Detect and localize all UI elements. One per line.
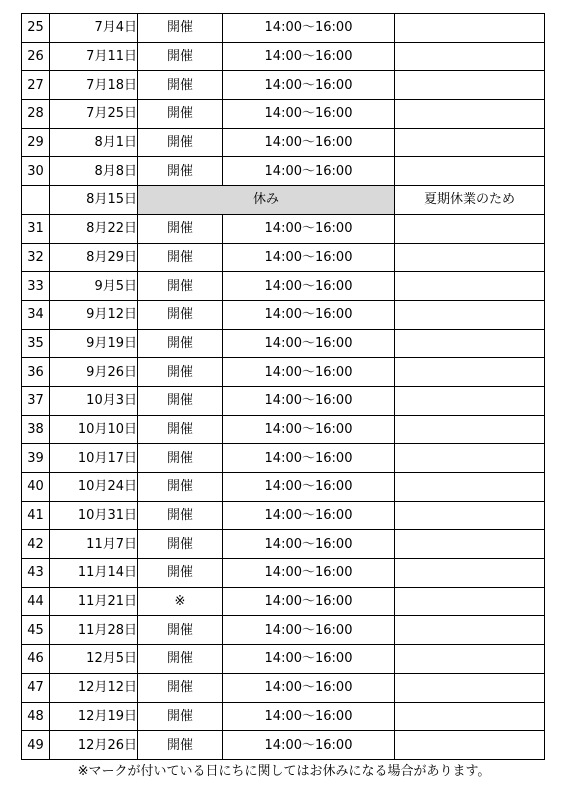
session-status-cell: 開催: [138, 702, 223, 731]
session-number-cell: 40: [22, 473, 50, 502]
session-note-cell: [395, 71, 545, 100]
session-number-cell: 49: [22, 731, 50, 760]
closed-cell: 休み: [138, 186, 395, 215]
session-status-cell: 開催: [138, 645, 223, 674]
session-note-cell: [395, 731, 545, 760]
session-date-cell: 11月14日: [50, 559, 138, 588]
session-note-cell: [395, 386, 545, 415]
session-status-cell: 開催: [138, 214, 223, 243]
session-note-cell: [395, 272, 545, 301]
session-date-cell: 12月26日: [50, 731, 138, 760]
session-number-cell: 41: [22, 501, 50, 530]
session-note-cell: [395, 300, 545, 329]
table-row: [22, 186, 545, 215]
session-time-cell: 14:00～16:00: [223, 42, 395, 71]
table-row: [22, 358, 545, 387]
session-status-cell: 開催: [138, 42, 223, 71]
session-date-cell: 12月19日: [50, 702, 138, 731]
table-row: [22, 473, 545, 502]
session-date-cell: 9月19日: [50, 329, 138, 358]
table-row: [22, 157, 545, 186]
session-note-cell: [395, 645, 545, 674]
session-date-cell: 10月3日: [50, 386, 138, 415]
table-row: [22, 243, 545, 272]
session-status-cell: 開催: [138, 272, 223, 301]
schedule-table: [21, 13, 545, 760]
session-status-cell: 開催: [138, 501, 223, 530]
session-date-cell: 8月1日: [50, 128, 138, 157]
session-date-cell: 12月5日: [50, 645, 138, 674]
session-number-cell: 25: [22, 14, 50, 43]
table-row: [22, 100, 545, 129]
table-row: [22, 501, 545, 530]
session-number-cell: 26: [22, 42, 50, 71]
session-note-cell: [395, 530, 545, 559]
table-row: [22, 645, 545, 674]
table-row: [22, 702, 545, 731]
schedule-sheet: [21, 13, 544, 760]
table-row: [22, 731, 545, 760]
session-date-cell: 9月26日: [50, 358, 138, 387]
session-date-cell: 10月31日: [50, 501, 138, 530]
session-date-cell: 7月18日: [50, 71, 138, 100]
session-time-cell: 14:00～16:00: [223, 14, 395, 43]
session-date-cell: 10月10日: [50, 415, 138, 444]
table-row: [22, 559, 545, 588]
session-status-cell: 開催: [138, 415, 223, 444]
table-row: [22, 587, 545, 616]
session-number-cell: 45: [22, 616, 50, 645]
table-row: [22, 71, 545, 100]
session-time-cell: 14:00～16:00: [223, 587, 395, 616]
session-date-cell: 10月24日: [50, 473, 138, 502]
session-time-cell: 14:00～16:00: [223, 501, 395, 530]
session-date-cell: 7月4日: [50, 14, 138, 43]
session-status-cell: 開催: [138, 673, 223, 702]
session-number-cell: 39: [22, 444, 50, 473]
table-row: [22, 300, 545, 329]
session-number-cell: 31: [22, 214, 50, 243]
table-row: [22, 530, 545, 559]
session-status-cell: ※: [138, 587, 223, 616]
session-date-cell: 11月7日: [50, 530, 138, 559]
session-number-cell: 28: [22, 100, 50, 129]
session-note-cell: [395, 358, 545, 387]
table-row: [22, 214, 545, 243]
session-status-cell: 開催: [138, 616, 223, 645]
table-row: [22, 415, 545, 444]
session-time-cell: 14:00～16:00: [223, 329, 395, 358]
session-status-cell: 開催: [138, 731, 223, 760]
session-status-cell: 開催: [138, 473, 223, 502]
table-row: [22, 444, 545, 473]
session-time-cell: 14:00～16:00: [223, 157, 395, 186]
session-time-cell: 14:00～16:00: [223, 128, 395, 157]
session-date-cell: 9月5日: [50, 272, 138, 301]
session-time-cell: 14:00～16:00: [223, 415, 395, 444]
table-row: [22, 272, 545, 301]
session-number-cell: 34: [22, 300, 50, 329]
session-status-cell: 開催: [138, 358, 223, 387]
session-number-cell: 32: [22, 243, 50, 272]
session-date-cell: 11月28日: [50, 616, 138, 645]
session-status-cell: 開催: [138, 329, 223, 358]
table-row: [22, 329, 545, 358]
session-date-cell: 11月21日: [50, 587, 138, 616]
session-number-cell: 37: [22, 386, 50, 415]
footnote: ※マークが付いている日にちに関してはお休みになる場合があります。: [77, 764, 491, 779]
session-note-cell: 夏期休業のため: [395, 186, 545, 215]
session-status-cell: 開催: [138, 100, 223, 129]
session-note-cell: [395, 444, 545, 473]
session-note-cell: [395, 473, 545, 502]
session-status-cell: 開催: [138, 559, 223, 588]
session-time-cell: 14:00～16:00: [223, 100, 395, 129]
session-date-cell: 10月17日: [50, 444, 138, 473]
session-note-cell: [395, 415, 545, 444]
session-time-cell: 14:00～16:00: [223, 530, 395, 559]
table-row: [22, 14, 545, 43]
session-number-cell: 44: [22, 587, 50, 616]
table-row: [22, 386, 545, 415]
table-row: [22, 673, 545, 702]
table-row: [22, 128, 545, 157]
session-status-cell: 開催: [138, 444, 223, 473]
session-time-cell: 14:00～16:00: [223, 386, 395, 415]
session-time-cell: 14:00～16:00: [223, 731, 395, 760]
session-number-cell: 42: [22, 530, 50, 559]
session-time-cell: 14:00～16:00: [223, 272, 395, 301]
session-time-cell: 14:00～16:00: [223, 702, 395, 731]
session-time-cell: 14:00～16:00: [223, 559, 395, 588]
session-note-cell: [395, 559, 545, 588]
session-note-cell: [395, 501, 545, 530]
session-date-cell: 8月15日: [50, 186, 138, 215]
session-status-cell: 開催: [138, 243, 223, 272]
session-time-cell: 14:00～16:00: [223, 473, 395, 502]
session-note-cell: [395, 329, 545, 358]
session-time-cell: 14:00～16:00: [223, 214, 395, 243]
session-number-cell: 38: [22, 415, 50, 444]
session-date-cell: 8月22日: [50, 214, 138, 243]
session-status-cell: 開催: [138, 157, 223, 186]
session-number-cell: 30: [22, 157, 50, 186]
session-note-cell: [395, 100, 545, 129]
session-date-cell: 9月12日: [50, 300, 138, 329]
session-time-cell: 14:00～16:00: [223, 358, 395, 387]
session-date-cell: 8月8日: [50, 157, 138, 186]
session-note-cell: [395, 673, 545, 702]
session-note-cell: [395, 128, 545, 157]
session-time-cell: 14:00～16:00: [223, 616, 395, 645]
session-time-cell: 14:00～16:00: [223, 71, 395, 100]
session-number-cell: [22, 186, 50, 215]
session-status-cell: 開催: [138, 71, 223, 100]
session-status-cell: 開催: [138, 530, 223, 559]
session-note-cell: [395, 616, 545, 645]
session-number-cell: 36: [22, 358, 50, 387]
session-status-cell: 開催: [138, 14, 223, 43]
session-number-cell: 48: [22, 702, 50, 731]
session-note-cell: [395, 587, 545, 616]
session-note-cell: [395, 214, 545, 243]
session-time-cell: 14:00～16:00: [223, 300, 395, 329]
session-status-cell: 開催: [138, 128, 223, 157]
session-number-cell: 33: [22, 272, 50, 301]
session-time-cell: 14:00～16:00: [223, 243, 395, 272]
session-date-cell: 12月12日: [50, 673, 138, 702]
session-status-cell: 開催: [138, 386, 223, 415]
session-time-cell: 14:00～16:00: [223, 645, 395, 674]
session-note-cell: [395, 157, 545, 186]
session-date-cell: 7月25日: [50, 100, 138, 129]
table-row: [22, 42, 545, 71]
session-note-cell: [395, 702, 545, 731]
session-time-cell: 14:00～16:00: [223, 444, 395, 473]
session-number-cell: 46: [22, 645, 50, 674]
session-number-cell: 47: [22, 673, 50, 702]
session-date-cell: 8月29日: [50, 243, 138, 272]
session-status-cell: 開催: [138, 300, 223, 329]
session-note-cell: [395, 14, 545, 43]
session-note-cell: [395, 243, 545, 272]
session-number-cell: 43: [22, 559, 50, 588]
session-note-cell: [395, 42, 545, 71]
table-row: [22, 616, 545, 645]
session-number-cell: 35: [22, 329, 50, 358]
session-time-cell: 14:00～16:00: [223, 673, 395, 702]
session-date-cell: 7月11日: [50, 42, 138, 71]
session-number-cell: 27: [22, 71, 50, 100]
session-number-cell: 29: [22, 128, 50, 157]
schedule-table-body: [22, 14, 545, 760]
